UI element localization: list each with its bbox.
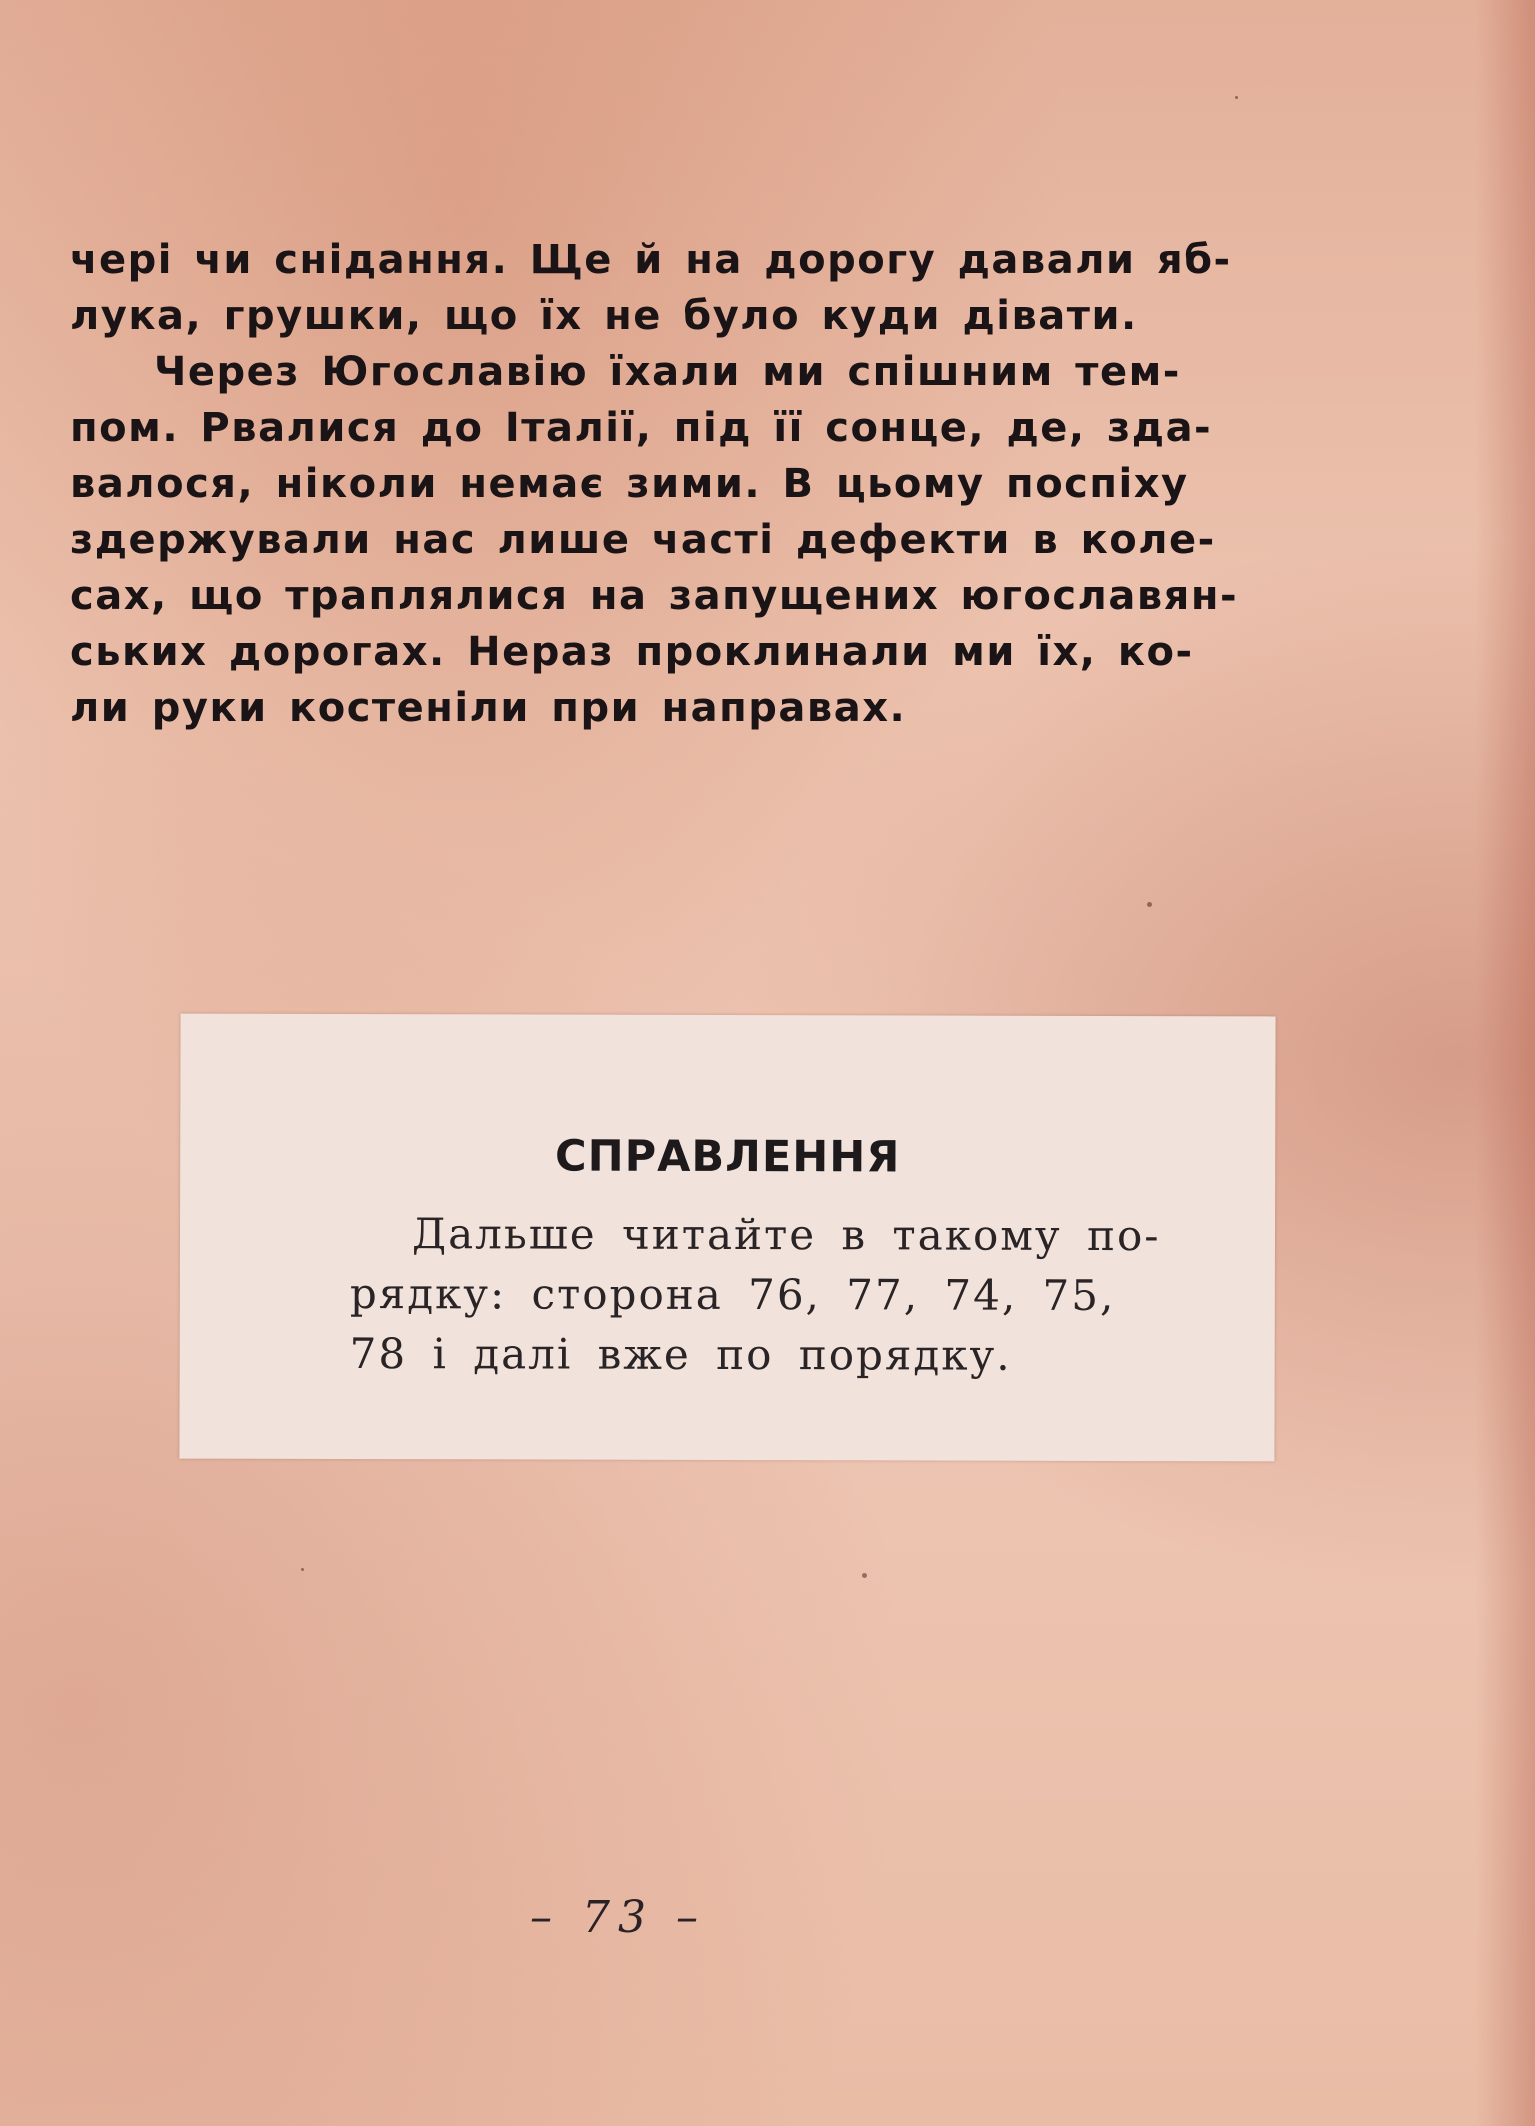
paper-speck [1147, 902, 1152, 907]
errata-text [349, 1204, 1161, 1386]
errata-line: рядку: сторона 76, 77, 74, 75, [349, 1269, 1116, 1321]
body-line: ських дорогах. Нераз проклинали ми їх, ко- [70, 629, 1194, 675]
body-line: сах, що траплялися на запущених югославян- [70, 573, 1239, 619]
body-line: ли руки костеніли при направах. [70, 685, 907, 731]
body-line: пом. Рвалися до Італії, під її сонце, де, зда- [70, 405, 1213, 451]
errata-line: Дальше читайте в такому по- [411, 1209, 1161, 1261]
body-line: валося, ніколи немає зими. В цьому поспіху [70, 461, 1189, 507]
body-line: чері чи снідання. Ще й на дорогу давали яб- [70, 237, 1232, 283]
paper-speck [1235, 96, 1238, 99]
paper-speck [301, 1568, 304, 1571]
body-paragraphs [70, 232, 1239, 736]
errata-title: СПРАВЛЕННЯ [554, 1131, 901, 1183]
paper-speck [862, 1573, 867, 1578]
errata-slip [179, 1014, 1275, 1462]
errata-line: 78 і далі вже по порядку. [349, 1329, 1012, 1380]
body-line: Через Югославію їхали ми спішним тем- [154, 349, 1181, 395]
page-edge-shading [1475, 0, 1535, 2126]
body-line: лука, грушки, що їх не було куди дівати. [70, 293, 1138, 339]
body-line: здержували нас лише часті дефекти в коле- [70, 517, 1216, 563]
page-number: – 73 – [530, 1892, 706, 1943]
